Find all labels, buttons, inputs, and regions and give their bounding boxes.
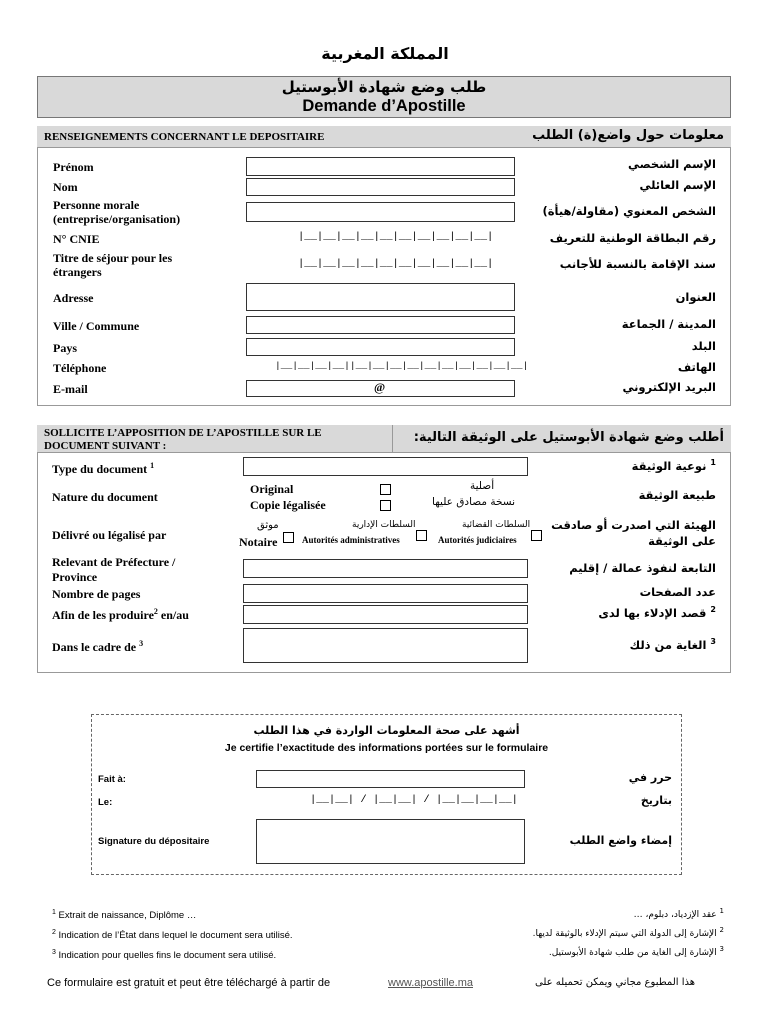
footnote-1-num: 1: [52, 909, 56, 916]
nature-label-ar: طبيعة الوثيقة: [638, 488, 716, 502]
sejour-label: Titre de séjour pour les: [53, 251, 173, 265]
ville-label: Ville / Commune: [53, 319, 140, 333]
footnote-2: [52, 929, 293, 941]
pays-label: Pays: [53, 341, 77, 355]
adresse-label-ar: العنوان: [675, 290, 716, 304]
pays-input[interactable]: [246, 338, 515, 356]
type-document-text: Type du document: [52, 462, 148, 476]
jud-label: Autorités judiciaires: [438, 535, 517, 545]
footnote-1-ar: [634, 907, 724, 920]
produire-text-2: en/au: [157, 608, 189, 622]
personne-morale-input[interactable]: [246, 202, 515, 222]
cadre-label: [52, 639, 143, 655]
footnote-1: [52, 909, 196, 921]
cadre-text-ar: الغاية من ذلك: [629, 637, 707, 652]
adresse-input[interactable]: [246, 283, 515, 311]
pays-label-ar: البلد: [691, 339, 716, 353]
date-digit-boxes[interactable]: |__|__| / |__|__| / |__|__|__|__|: [310, 794, 518, 806]
original-label-ar: أصلية: [470, 480, 495, 492]
prefecture-label-ar: التابعة لنفوذ عمالة / إقليم: [569, 561, 716, 575]
footnote-3-text: Indication pour quelles fins le document sera utilisé.: [58, 950, 277, 962]
email-at-sign: @: [374, 380, 386, 394]
prenom-input[interactable]: [246, 157, 515, 176]
sejour-label-2: étrangers: [53, 265, 102, 279]
copie-label: Copie légalisée: [250, 498, 326, 512]
produire-label-ar: [598, 605, 716, 620]
original-checkbox[interactable]: [380, 484, 391, 495]
footnote-2-ar-num: 2: [719, 926, 724, 934]
signature-label: Signature du dépositaire: [98, 836, 210, 847]
cadre-text: Dans le cadre de: [52, 640, 137, 654]
footnote-3-ar: [549, 945, 724, 958]
admin-checkbox[interactable]: [416, 530, 427, 541]
type-document-input[interactable]: [243, 457, 528, 476]
cnie-label: N° CNIE: [53, 232, 100, 246]
signature-input[interactable]: [256, 819, 525, 864]
footnote-1-ar-num: 1: [719, 907, 724, 915]
telephone-label: Téléphone: [53, 361, 107, 375]
document-title-fr-2: DOCUMENT SUIVANT :: [44, 440, 167, 452]
original-label: Original: [250, 482, 294, 496]
footnote-2-ar-text: الإشارة إلى الدولة التي سيتم الإدلاء بالوثيقة لديها.: [532, 929, 717, 939]
type-document-label-ar: [632, 458, 716, 473]
prefecture-input[interactable]: [243, 559, 528, 578]
date-label-ar: بتاريخ: [640, 794, 672, 807]
notaire-label-ar: موثق: [257, 520, 279, 531]
delivre-label-ar: الهيئة التي اصدرت أو صادقت: [551, 518, 716, 532]
cadre-label-ar: [630, 637, 716, 652]
notaire-checkbox[interactable]: [283, 532, 294, 543]
title-fr: Demande d’Apostille: [302, 97, 466, 115]
prefecture-label-2: Province: [52, 570, 98, 584]
produire-label: [52, 607, 189, 623]
footnote-ref-3: 3: [139, 639, 144, 648]
pages-label: Nombre de pages: [52, 587, 141, 601]
nature-label: Nature du document: [52, 490, 158, 504]
jud-checkbox[interactable]: [531, 530, 542, 541]
section-header-divider: [392, 425, 393, 453]
sejour-label-ar: سند الإقامة بالنسبة للأجانب: [559, 257, 716, 271]
fait-label: Fait à:: [98, 774, 126, 785]
footnote-1-ar-text: عقد الإزدياد، دبلوم، …: [633, 910, 717, 920]
email-label: E-mail: [53, 382, 88, 396]
produire-input[interactable]: [243, 605, 528, 624]
ville-input[interactable]: [246, 316, 515, 334]
cnie-digit-boxes[interactable]: |__|__|__|__|__|__|__|__|__|__|: [298, 231, 494, 243]
copie-label-ar: نسخة مصادق عليها: [432, 496, 516, 508]
adresse-label: Adresse: [53, 291, 94, 305]
jud-label-ar: السلطات القضائية: [462, 520, 531, 530]
telephone-label-ar: الهاتف: [677, 360, 716, 374]
prenom-label: Prénom: [53, 160, 94, 174]
cadre-input[interactable]: [243, 628, 528, 663]
produire-text-ar: قصد الإدلاء بها لدى: [598, 605, 707, 620]
telephone-digit-boxes[interactable]: |__|__|__|__||__|__|__|__|__|__|__|__|__|__|: [275, 360, 529, 371]
produire-text: Afin de les produire: [52, 608, 154, 622]
type-document-label: [52, 461, 154, 477]
personne-morale-label-2: (entreprise/organisation): [53, 212, 181, 226]
admin-label: Autorités administratives: [302, 535, 400, 545]
nom-label: Nom: [53, 180, 78, 194]
delivre-label: Délivré ou légalisé par: [52, 528, 167, 542]
date-label: Le:: [98, 797, 113, 808]
prefecture-label: Relevant de Préfecture /: [52, 555, 176, 569]
fait-input[interactable]: [256, 770, 525, 788]
footnote-ref-3-ar: 3: [710, 637, 716, 646]
document-title-ar: أطلب وضع شهادة الأبوستيل على الوثيقة التالية:: [413, 430, 724, 445]
pages-input[interactable]: [243, 584, 528, 603]
title-ar: طلب وضع شهادة الأبوستيل: [281, 78, 487, 96]
footnote-2-text: Indication de l’État dans lequel le document sera utilisé.: [58, 930, 293, 942]
certify-text-fr: Je certifie l’exactitude des informations portées sur le formulaire: [224, 742, 549, 754]
footnote-2-ar: [533, 926, 724, 939]
email-label-ar: البريد الإلكتروني: [622, 380, 716, 394]
kingdom-title: المملكة المغربية: [321, 44, 449, 63]
personne-morale-label: Personne morale: [53, 198, 140, 212]
footer-text-ar: هذا المطبوع مجاني ويمكن تحميله على: [535, 977, 695, 988]
type-document-text-ar: نوعية الوثيقة: [631, 458, 707, 473]
cnie-label-ar: رقم البطاقة الوطنية للتعريف: [549, 231, 716, 245]
document-title-fr: SOLLICITE L’APPOSITION DE L’APOSTILLE SUR LE: [44, 427, 322, 439]
footnote-ref-2: 2: [153, 607, 158, 616]
sejour-digit-boxes[interactable]: |__|__|__|__|__|__|__|__|__|__|: [298, 258, 494, 270]
footnote-3-ar-text: الإشارة إلى الغاية من طلب شهادة الأبوستيل.: [548, 948, 717, 958]
footnote-3: [52, 949, 276, 961]
nom-label-ar: الإسم العائلي: [639, 178, 716, 192]
delivre-label-ar-2: على الوثيقة: [648, 534, 716, 548]
ville-label-ar: المدينة / الجماعة: [621, 317, 716, 331]
footer-text: Ce formulaire est gratuit et peut être téléchargé à partir de: [47, 977, 331, 989]
fait-label-ar: حرر في: [628, 771, 672, 784]
personne-morale-label-ar: الشخص المعنوي (مقاولة/هيأة): [542, 204, 716, 218]
footnote-3-num: 3: [52, 949, 56, 956]
pages-label-ar: عدد الصفحات: [639, 585, 716, 599]
notaire-label: Notaire: [239, 535, 278, 549]
admin-label-ar: السلطات الإدارية: [352, 520, 416, 530]
copie-checkbox[interactable]: [380, 500, 391, 511]
depositaire-title-ar: معلومات حول واضع(ة) الطلب: [532, 128, 724, 143]
footnote-3-ar-num: 3: [719, 945, 724, 953]
footnote-2-num: 2: [52, 929, 56, 936]
footnote-ref-1: 1: [150, 461, 155, 470]
footnote-ref-2-ar: 2: [710, 605, 716, 614]
nom-input[interactable]: [246, 178, 515, 196]
prenom-label-ar: الإسم الشخصي: [627, 157, 716, 171]
footnote-1-text: Extrait de naissance, Diplôme …: [58, 910, 197, 922]
signature-label-ar: إمضاء واضع الطلب: [569, 834, 672, 847]
footer-link[interactable]: www.apostille.ma: [388, 977, 473, 989]
depositaire-title-fr: RENSEIGNEMENTS CONCERNANT LE DEPOSITAIRE: [44, 131, 325, 143]
certify-text-ar: أشهد على صحة المعلومات الواردة في هذا الطلب: [253, 724, 520, 737]
footnote-ref-1-ar: 1: [710, 458, 716, 467]
